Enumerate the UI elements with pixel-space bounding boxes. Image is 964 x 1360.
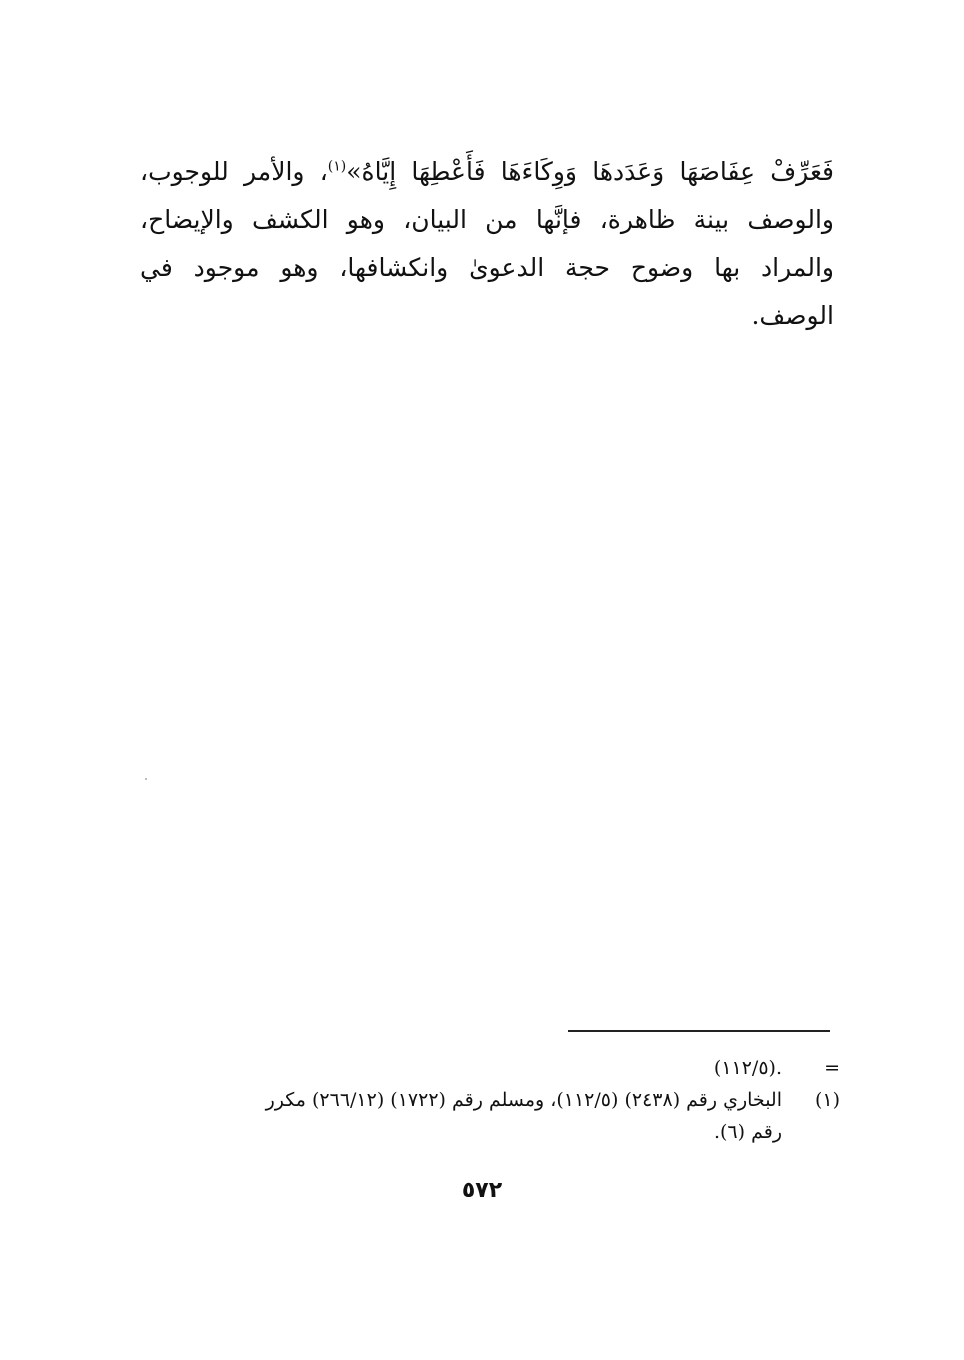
footnote-marker: (١) [814,1089,840,1111]
main-text [140,148,834,340]
page-number: ٥٧٢ [461,1178,503,1203]
footnote-separator [568,1030,830,1032]
footnote-body [140,1084,782,1148]
main-text-segment: فَعَرِّفْ عِفَاصَهَا وَعَدَدهَا وَوِكَاءَهَا فَأَعْطِهَا إِيَّاهُ» [346,157,834,186]
main-text-segment: ، والأمر للوجوب، [140,157,328,186]
footnote-item [140,1084,840,1148]
footnotes [140,1052,840,1148]
main-text-line: والمراد بها وضوح حجة الدعوىٰ وانكشافها، وهو موجود في [140,253,834,282]
main-text-line [140,148,834,196]
footnote-continuation [140,1052,840,1084]
main-text-line: الوصف. [751,301,834,330]
footnote-text-line: رقم (٦). [713,1121,782,1143]
main-text-line: والوصف بينة ظاهرة، فإنَّها من البيان، وهو الكشف والإيضاح، [140,205,834,234]
continuation-marker: = [824,1057,840,1079]
footnote-reference[interactable]: (١) [327,158,347,175]
scan-speck [145,778,147,780]
continuation-text: .(١١٢/٥) [713,1057,782,1079]
footnote-text-line: البخاري رقم (٢٤٣٨) (١١٢/٥)، ومسلم رقم (١٧٢٢) (٢٦٦/١٢) مكرر [265,1089,782,1111]
